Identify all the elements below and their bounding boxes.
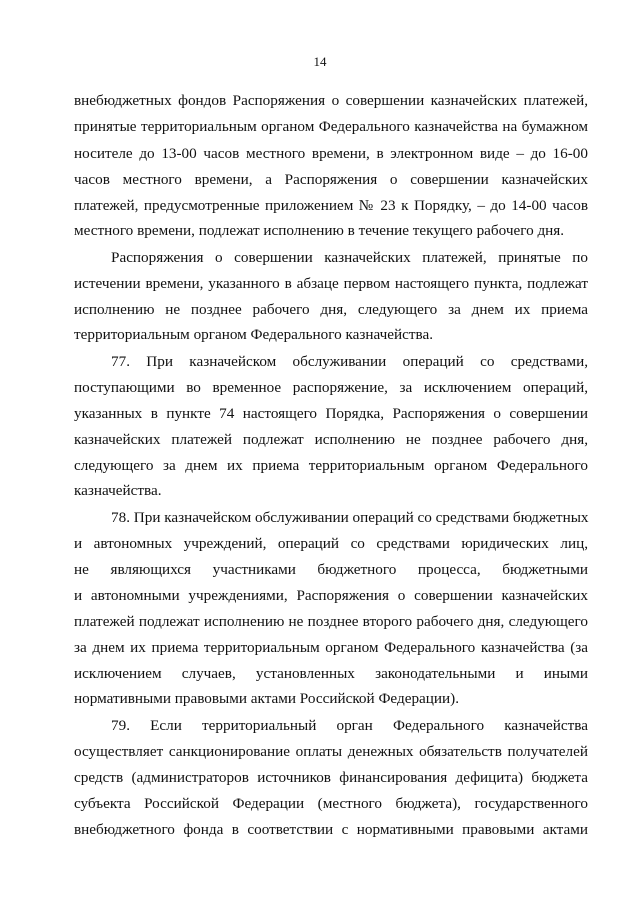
text-line: за днем их приема территориальным органом Федерального казначейства (за <box>74 639 588 656</box>
text-line: и автономными учреждениями, Распоряжения о совершении казначейских <box>74 587 588 604</box>
text-line: внебюджетного фонда в соответствии с нормативными правовыми актами <box>74 821 588 838</box>
page-number: 14 <box>313 54 327 69</box>
text-line: указанных в пункте 74 настоящего Порядка, Распоряжения о совершении <box>74 405 588 422</box>
text-line: субъекта Российской Федерации (местного бюджета), государственного <box>74 795 588 812</box>
text-line: следующего за днем их приема территориальным органом Федерального <box>74 457 588 474</box>
text-line: платежей подлежат исполнению не позднее второго рабочего дня, следующего <box>74 613 588 630</box>
text-line: Распоряжения о совершении казначейских платежей, принятые по <box>111 249 588 266</box>
text-line: территориальным органом Федерального казначейства. <box>74 326 434 343</box>
text-line: исключением случаев, установленных законодательными и иными <box>74 665 588 682</box>
text-line: осуществляет санкционирование оплаты денежных обязательств получателей <box>74 743 588 760</box>
text-line: нормативными правовыми актами Российской Федерации). <box>74 690 460 707</box>
text-line: принятые территориальным органом Федерального казначейства на бумажном <box>74 118 588 135</box>
text-line: местного времени, подлежат исполнению в течение текущего рабочего дня. <box>74 222 565 239</box>
text-line: исполнению не позднее рабочего дня, следующего за днем их приема <box>74 301 588 318</box>
text-line: часов местного времени, а Распоряжения о совершении казначейских <box>74 171 588 188</box>
text-line: платежей, предусмотренные приложением № 23 к Порядку, – до 14-00 часов <box>74 197 588 214</box>
text-line: внебюджетных фондов Распоряжения о совершении казначейских платежей, <box>74 92 588 109</box>
text-line: носителе до 13-00 часов местного времени, в электронном виде – до 16-00 <box>74 145 588 162</box>
text-line: казначейства. <box>74 482 162 499</box>
text-line: поступающими во временное распоряжение, за исключением операций, <box>74 379 588 396</box>
text-line: и автономных учреждений, операций со средствами юридических лиц, <box>74 535 588 552</box>
text-line: 79. Если территориальный орган Федерального казначейства <box>111 717 588 734</box>
text-line: истечении времени, указанного в абзаце первом настоящего пункта, подлежат <box>74 275 588 292</box>
text-line: казначейских платежей подлежат исполнению не позднее рабочего дня, <box>74 431 588 448</box>
text-line: средств (администраторов источников финансирования дефицита) бюджета <box>74 769 588 786</box>
text-line: 78. При казначейском обслуживании операций со средствами бюджетных <box>111 509 589 526</box>
text-line: не являющихся участниками бюджетного процесса, бюджетными <box>74 561 588 578</box>
text-line: 77. При казначейском обслуживании операций со средствами, <box>111 353 588 370</box>
